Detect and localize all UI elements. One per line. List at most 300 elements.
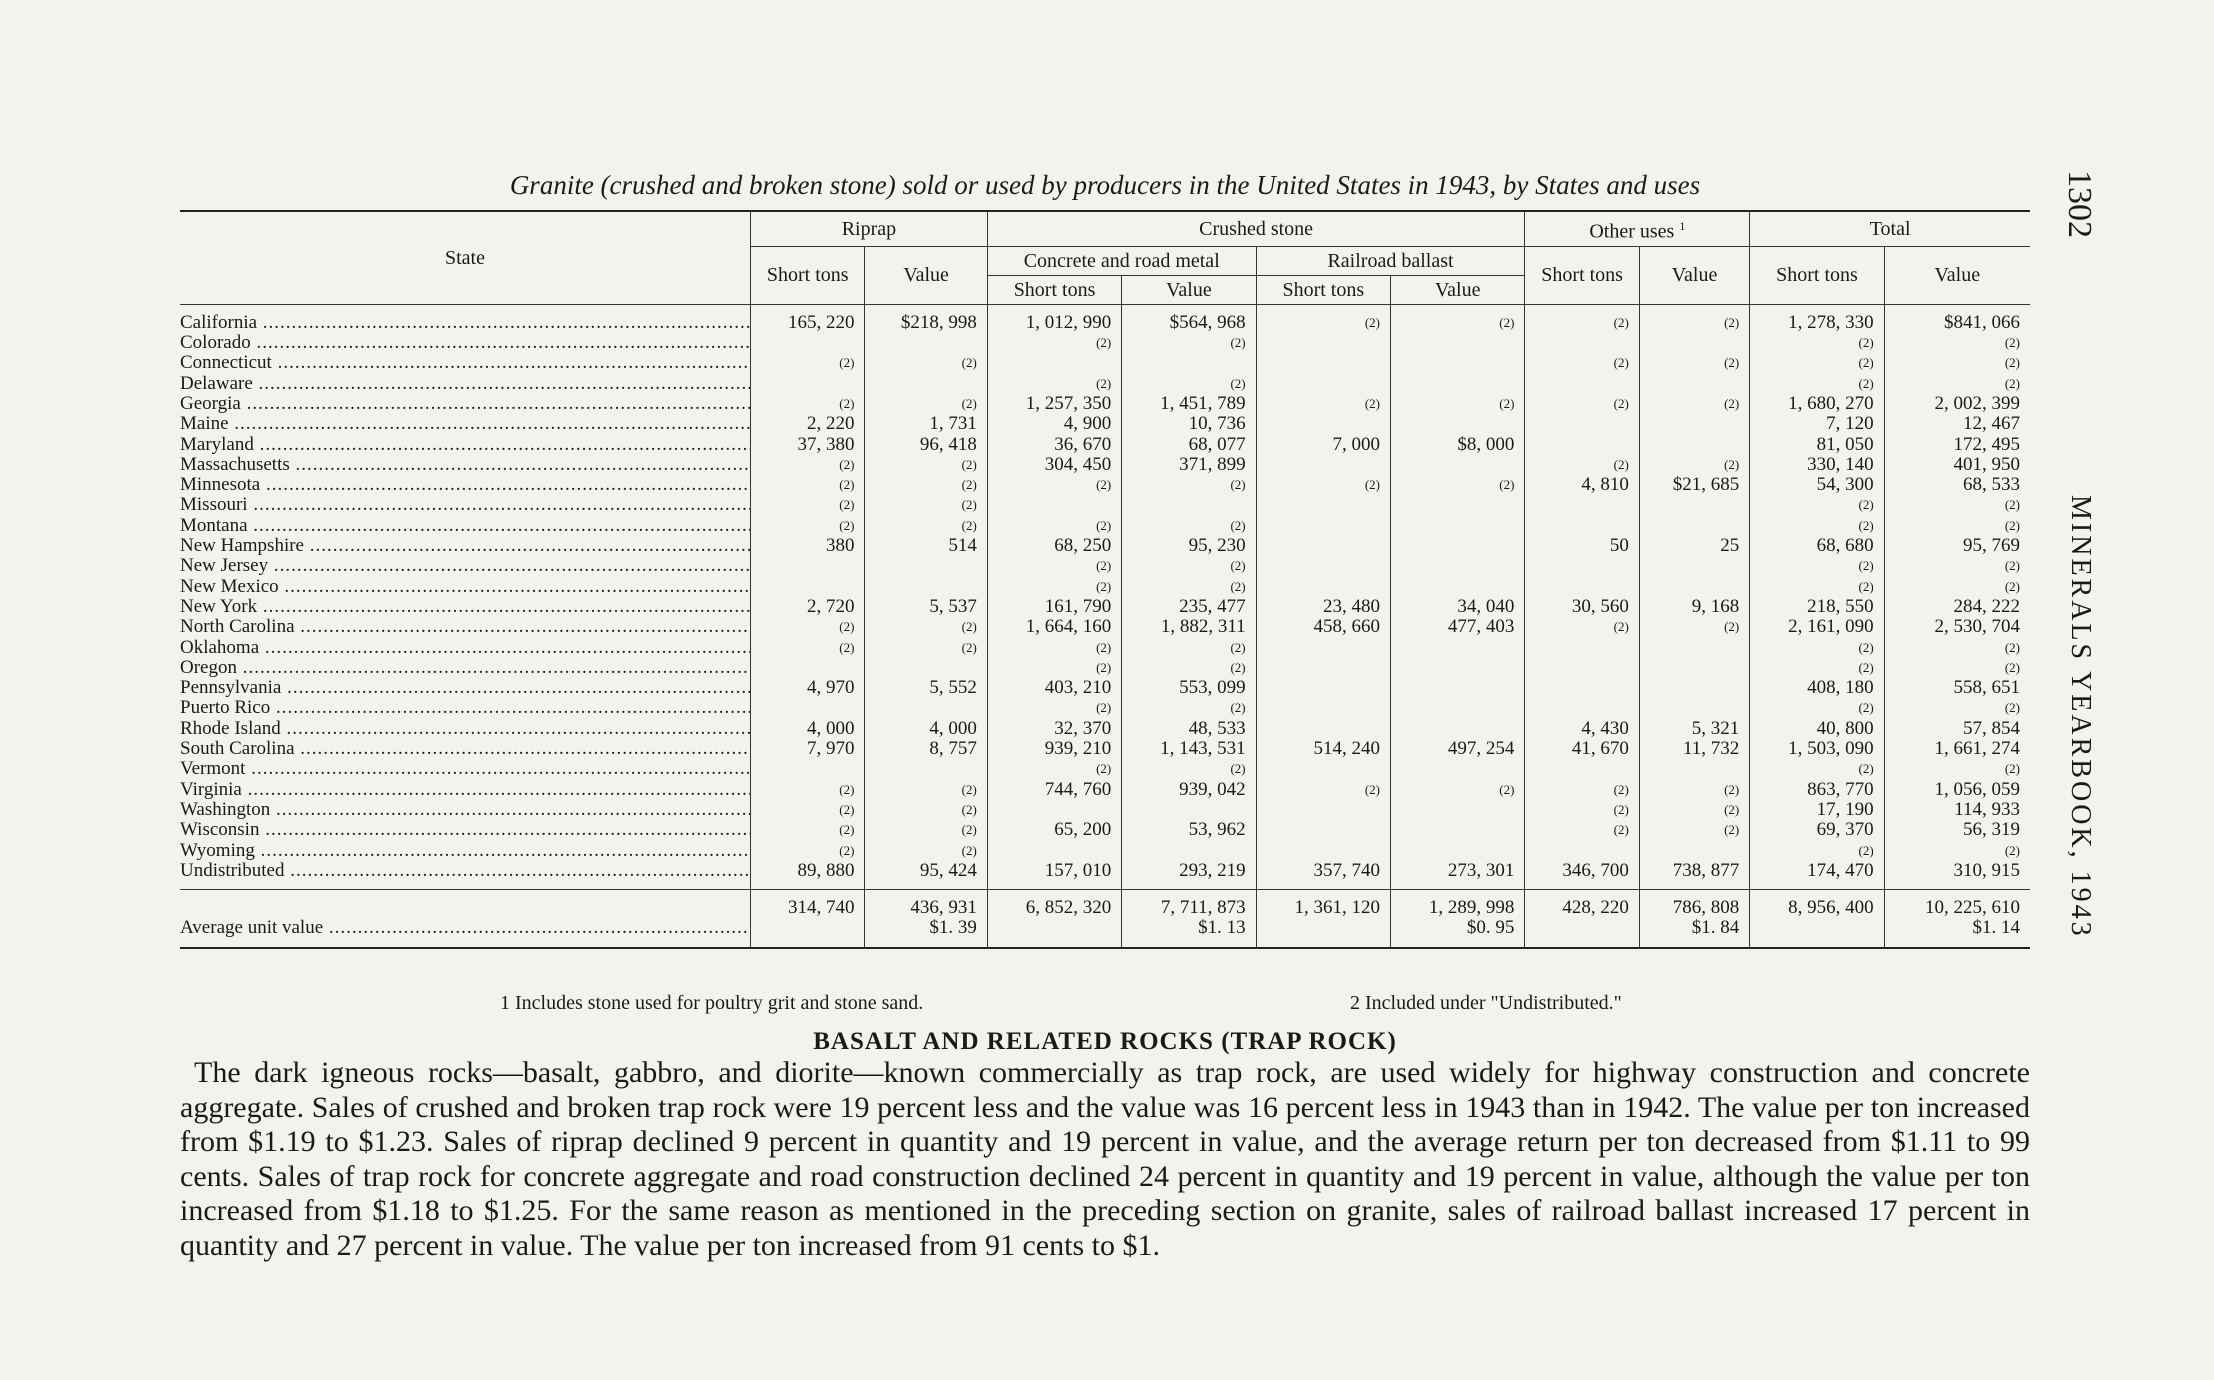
table-cell [1525, 698, 1639, 718]
table-row [180, 597, 2030, 617]
table-cell: 403, 210 [987, 678, 1121, 698]
table-cell: 4, 900 [987, 414, 1121, 434]
table-cell: 37, 380 [751, 434, 865, 454]
table-body [180, 304, 2030, 947]
table-cell: (2) [751, 820, 865, 840]
average-cell [1256, 918, 1390, 947]
table-cell: 218, 550 [1750, 597, 1884, 617]
table-cell: 293, 219 [1122, 861, 1256, 890]
table-cell: 284, 222 [1884, 597, 2030, 617]
header-short-tons: Short tons [1525, 246, 1639, 304]
table-row [180, 658, 2030, 678]
table-cell [1256, 455, 1390, 475]
footnote-2: 2 Included under "Undistributed." [1350, 992, 1622, 1014]
table-cell: 330, 140 [1750, 455, 1884, 475]
table-row [180, 475, 2030, 495]
table-row [180, 516, 2030, 536]
table-cell [1391, 800, 1525, 820]
table-cell: (2) [1884, 495, 2030, 515]
table-cell: 4, 000 [865, 719, 987, 739]
state-name: North Carolina ..... [180, 617, 751, 637]
footnote-1: 1 Includes stone used for poultry grit and stone sand. [500, 992, 924, 1014]
total-cell: 6, 852, 320 [987, 889, 1121, 918]
header-value: Value [1884, 246, 2030, 304]
table-cell [1391, 455, 1525, 475]
table-cell [1256, 719, 1390, 739]
table-cell [1391, 719, 1525, 739]
table-cell: 4, 810 [1525, 475, 1639, 495]
table-cell: 12, 467 [1884, 414, 2030, 434]
table-cell: (2) [1122, 698, 1256, 718]
header-short-tons: Short tons [1256, 275, 1390, 304]
table-row [180, 840, 2030, 860]
table-cell: 96, 418 [865, 434, 987, 454]
table-cell: (2) [1750, 495, 1884, 515]
header-short-tons: Short tons [987, 275, 1121, 304]
table-cell: (2) [865, 353, 987, 373]
header-value: Value [1122, 275, 1256, 304]
state-name: South Carolina ..... [180, 739, 751, 759]
table-row [180, 577, 2030, 597]
table-row [180, 495, 2030, 515]
table-cell [1639, 637, 1749, 657]
table-cell: 1, 257, 350 [987, 394, 1121, 414]
header-riprap: Riprap [751, 211, 988, 246]
table-cell [1639, 516, 1749, 536]
table-row [180, 414, 2030, 434]
table-cell [865, 333, 987, 353]
table-cell [1391, 820, 1525, 840]
state-name: Maryland ..... [180, 434, 751, 454]
total-cell: 314, 740 [751, 889, 865, 918]
table-cell: (2) [1639, 800, 1749, 820]
table-cell: (2) [751, 455, 865, 475]
table-row [180, 434, 2030, 454]
table-cell: 553, 099 [1122, 678, 1256, 698]
header-value: Value [1391, 275, 1525, 304]
table-cell: 17, 190 [1750, 800, 1884, 820]
table-cell: (2) [1256, 394, 1390, 414]
table-row [180, 455, 2030, 475]
table-cell: (2) [865, 779, 987, 799]
table-cell: (2) [865, 800, 987, 820]
table-cell: 5, 321 [1639, 719, 1749, 739]
state-name: Montana ..... [180, 516, 751, 536]
table-cell: $218, 998 [865, 304, 987, 333]
table-cell: 371, 899 [1122, 455, 1256, 475]
table-cell [1391, 698, 1525, 718]
state-name: New Jersey ..... [180, 556, 751, 576]
state-name: Wyoming ..... [180, 840, 751, 860]
table-cell [1639, 556, 1749, 576]
table-row [180, 394, 2030, 414]
table-cell [1639, 434, 1749, 454]
state-name: Maine ..... [180, 414, 751, 434]
table-cell: (2) [751, 800, 865, 820]
table-cell [1391, 333, 1525, 353]
table-cell: 1, 503, 090 [1750, 739, 1884, 759]
table-cell: 81, 050 [1750, 434, 1884, 454]
state-name: Connecticut ..... [180, 353, 751, 373]
table-row [180, 861, 2030, 890]
state-name: Wisconsin ..... [180, 820, 751, 840]
state-name: California ..... [180, 304, 751, 333]
table-cell [1391, 637, 1525, 657]
table-cell [751, 698, 865, 718]
table-cell: (2) [865, 637, 987, 657]
table-cell: 7, 970 [751, 739, 865, 759]
table-cell [1639, 495, 1749, 515]
table-cell: 10, 736 [1122, 414, 1256, 434]
table-cell: $8, 000 [1391, 434, 1525, 454]
table-cell: 41, 670 [1525, 739, 1639, 759]
table-cell: (2) [1122, 577, 1256, 597]
table-cell: (2) [1122, 658, 1256, 678]
table-row [180, 820, 2030, 840]
table-cell: (2) [1884, 577, 2030, 597]
table-cell [1256, 333, 1390, 353]
table-cell: 40, 800 [1750, 719, 1884, 739]
table-cell: (2) [1884, 840, 2030, 860]
table-cell: 357, 740 [1256, 861, 1390, 890]
table-cell: 50 [1525, 536, 1639, 556]
table-cell: 2, 161, 090 [1750, 617, 1884, 637]
table-cell: 1, 451, 789 [1122, 394, 1256, 414]
state-name: Puerto Rico ..... [180, 698, 751, 718]
state-name: Massachusetts ..... [180, 455, 751, 475]
table-cell: (2) [1750, 698, 1884, 718]
table-row [180, 617, 2030, 637]
table-cell: (2) [1525, 353, 1639, 373]
state-name: Washington ..... [180, 800, 751, 820]
table-cell: 2, 720 [751, 597, 865, 617]
header-railroad-ballast: Railroad ballast [1256, 246, 1525, 275]
average-label: Average unit value ..... [180, 918, 751, 947]
table-cell: 1, 056, 059 [1884, 779, 2030, 799]
state-name: New Mexico ..... [180, 577, 751, 597]
table-cell [1256, 698, 1390, 718]
table-cell [1122, 840, 1256, 860]
page-number: 1302 [2061, 170, 2098, 238]
table-cell: (2) [1391, 779, 1525, 799]
table-cell [1391, 840, 1525, 860]
table-cell: 172, 495 [1884, 434, 2030, 454]
average-cell [751, 918, 865, 947]
table-cell: 939, 042 [1122, 779, 1256, 799]
header-other-uses: Other uses $^1$ [1525, 211, 1750, 246]
average-cell: $0. 95 [1391, 918, 1525, 947]
table-cell: (2) [751, 779, 865, 799]
total-cell: 1, 289, 998 [1391, 889, 1525, 918]
table-cell [865, 698, 987, 718]
table-cell: (2) [987, 577, 1121, 597]
table-row [180, 353, 2030, 373]
table-row [180, 333, 2030, 353]
table-cell: (2) [865, 394, 987, 414]
table-cell [1639, 333, 1749, 353]
table-cell [865, 577, 987, 597]
state-name: Colorado ..... [180, 333, 751, 353]
table-cell: (2) [865, 495, 987, 515]
table-cell [865, 658, 987, 678]
table-cell [1639, 414, 1749, 434]
table-cell: (2) [751, 617, 865, 637]
header-crushed-stone: Crushed stone [987, 211, 1525, 246]
table-cell: (2) [1750, 556, 1884, 576]
total-cell: 8, 956, 400 [1750, 889, 1884, 918]
table-cell [1391, 374, 1525, 394]
table-cell: 235, 477 [1122, 597, 1256, 617]
table-cell: (2) [1639, 394, 1749, 414]
table-cell [1525, 658, 1639, 678]
table-cell [1391, 678, 1525, 698]
table-cell [1256, 759, 1390, 779]
table-cell: 56, 319 [1884, 820, 2030, 840]
table-cell: 380 [751, 536, 865, 556]
table-cell [1122, 800, 1256, 820]
table-cell [1256, 353, 1390, 373]
table-cell: 95, 769 [1884, 536, 2030, 556]
table-cell [987, 840, 1121, 860]
header-total: Total [1750, 211, 2030, 246]
table-cell: 32, 370 [987, 719, 1121, 739]
table-cell: (2) [1750, 637, 1884, 657]
state-name: Undistributed ..... [180, 861, 751, 890]
table-cell [1391, 759, 1525, 779]
table-cell: 401, 950 [1884, 455, 2030, 475]
table-cell: (2) [1750, 840, 1884, 860]
table-cell: (2) [1639, 353, 1749, 373]
table-cell: (2) [751, 475, 865, 495]
table-cell: 477, 403 [1391, 617, 1525, 637]
table-cell [1391, 516, 1525, 536]
table-cell: 114, 933 [1884, 800, 2030, 820]
table-cell: 48, 533 [1122, 719, 1256, 739]
table-cell [751, 374, 865, 394]
table-cell [1525, 840, 1639, 860]
average-cell [1750, 918, 1884, 947]
table-cell [1525, 333, 1639, 353]
table-cell: 69, 370 [1750, 820, 1884, 840]
table-cell [1639, 698, 1749, 718]
table-cell: 1, 278, 330 [1750, 304, 1884, 333]
state-name: New Hampshire ..... [180, 536, 751, 556]
table-cell [751, 556, 865, 576]
table-cell: (2) [1750, 516, 1884, 536]
state-name: Minnesota ..... [180, 475, 751, 495]
table-cell: 273, 301 [1391, 861, 1525, 890]
table-cell: 68, 250 [987, 536, 1121, 556]
table-cell: 89, 880 [751, 861, 865, 890]
table-cell: (2) [751, 637, 865, 657]
table-cell [1391, 536, 1525, 556]
table-cell: (2) [1884, 556, 2030, 576]
table-cell: 65, 200 [987, 820, 1121, 840]
total-cell: 436, 931 [865, 889, 987, 918]
state-name: Pennsylvania ..... [180, 678, 751, 698]
table-cell: 5, 537 [865, 597, 987, 617]
table-cell: (2) [865, 516, 987, 536]
average-row [180, 918, 2030, 947]
table-cell: (2) [1750, 353, 1884, 373]
table-cell: (2) [1884, 658, 2030, 678]
table-cell: (2) [1639, 304, 1749, 333]
table-cell: (2) [1122, 374, 1256, 394]
table-row [180, 739, 2030, 759]
table-cell: 95, 424 [865, 861, 987, 890]
table-cell: (2) [1391, 304, 1525, 333]
table-cell [1639, 577, 1749, 597]
table-cell: (2) [987, 658, 1121, 678]
table-cell: (2) [751, 495, 865, 515]
table-cell: (2) [1122, 637, 1256, 657]
average-cell: $1. 84 [1639, 918, 1749, 947]
table-cell [1391, 556, 1525, 576]
table-cell: 744, 760 [987, 779, 1121, 799]
table-cell: (2) [987, 374, 1121, 394]
table-cell: (2) [1884, 374, 2030, 394]
table-cell: 514 [865, 536, 987, 556]
table-cell: (2) [1639, 820, 1749, 840]
body-paragraph: The dark igneous rocks—basalt, gabbro, and diorite—known commercially as trap rock, are used widely for highway construction and concrete aggregate. Sales of crushed and broken trap rock were 19 percent less and the value was 16 percent less in 1943 than in 1942. The value per ton increased from $1.19 to $1.23. Sales of riprap declined 9 percent in quantity and 19 percent in value, and the average return per ton decreased from $1.11 to 99 cents. Sales of trap rock for concrete aggregate and road construction declined 24 percent in quantity and 19 percent in value, although the value per ton increased from $1.18 to $1.25. For the same reason as mentioned in the preceding section on granite, sales of railroad ballast increased 17 percent in quantity and 27 percent in value. The value per ton increased from 91 cents to $1. [180, 1056, 2030, 1262]
totals-row [180, 889, 2030, 918]
table-row [180, 536, 2030, 556]
state-name: Missouri ..... [180, 495, 751, 515]
table-cell [1256, 536, 1390, 556]
table-cell: 408, 180 [1750, 678, 1884, 698]
table-cell [1256, 414, 1390, 434]
table-cell [865, 556, 987, 576]
table-cell: 346, 700 [1525, 861, 1639, 890]
table-cell: (2) [865, 475, 987, 495]
table-cell: (2) [987, 516, 1121, 536]
table-cell: (2) [751, 353, 865, 373]
state-name: Georgia ..... [180, 394, 751, 414]
state-name: Virginia ..... [180, 779, 751, 799]
table-cell: (2) [1122, 759, 1256, 779]
table-cell: 1, 664, 160 [987, 617, 1121, 637]
table-cell [1525, 759, 1639, 779]
table-cell: (2) [1639, 455, 1749, 475]
table-cell [1256, 840, 1390, 860]
table-row [180, 304, 2030, 333]
table-cell: (2) [987, 556, 1121, 576]
table-cell: (2) [1884, 516, 2030, 536]
table-cell: 23, 480 [1256, 597, 1390, 617]
table-cell [1525, 516, 1639, 536]
table-cell [865, 759, 987, 779]
table-cell: (2) [1884, 698, 2030, 718]
table-title: Granite (crushed and broken stone) sold or used by producers in the United States in 1943, by States and uses [509, 170, 1701, 200]
table-cell: 939, 210 [987, 739, 1121, 759]
average-cell: $1. 39 [865, 918, 987, 947]
table-cell [865, 374, 987, 394]
table-cell: $21, 685 [1639, 475, 1749, 495]
table-cell: 7, 000 [1256, 434, 1390, 454]
table-cell: 1, 680, 270 [1750, 394, 1884, 414]
table-cell: 1, 882, 311 [1122, 617, 1256, 637]
table-cell: 8, 757 [865, 739, 987, 759]
footnote-marker: 1 [1679, 219, 1686, 233]
table-cell [1256, 577, 1390, 597]
table-cell: (2) [1884, 759, 2030, 779]
table-cell [1391, 658, 1525, 678]
table-cell: (2) [1122, 516, 1256, 536]
table-cell [1639, 759, 1749, 779]
table-cell: (2) [1391, 475, 1525, 495]
average-cell [987, 918, 1121, 947]
granite-table [180, 210, 2030, 949]
table-cell [987, 495, 1121, 515]
table-cell: 57, 854 [1884, 719, 2030, 739]
table-cell: 4, 430 [1525, 719, 1639, 739]
total-cell: 10, 225, 610 [1884, 889, 2030, 918]
state-name: Delaware ..... [180, 374, 751, 394]
table-row [180, 759, 2030, 779]
table-cell: 30, 560 [1525, 597, 1639, 617]
state-name: Oregon ..... [180, 658, 751, 678]
table-cell [1122, 353, 1256, 373]
table-cell [1525, 495, 1639, 515]
table-cell: (2) [1525, 394, 1639, 414]
table-cell: (2) [1639, 779, 1749, 799]
table-cell: (2) [1391, 394, 1525, 414]
state-name: Oklahoma ..... [180, 637, 751, 657]
table-cell [1639, 374, 1749, 394]
table-cell [1525, 678, 1639, 698]
table-cell: (2) [987, 475, 1121, 495]
header-value: Value [1639, 246, 1749, 304]
table-cell: 1, 143, 531 [1122, 739, 1256, 759]
table-cell: 4, 970 [751, 678, 865, 698]
table-cell: 95, 230 [1122, 536, 1256, 556]
table-cell [1391, 577, 1525, 597]
table-cell [1639, 678, 1749, 698]
table-cell: 68, 533 [1884, 475, 2030, 495]
table-cell: (2) [1256, 475, 1390, 495]
table-cell: (2) [1639, 617, 1749, 637]
table-cell [1256, 637, 1390, 657]
table-cell: 25 [1639, 536, 1749, 556]
table-cell: (2) [987, 637, 1121, 657]
table-cell: (2) [865, 455, 987, 475]
table-cell: (2) [1884, 637, 2030, 657]
table-cell [1391, 353, 1525, 373]
table-cell: (2) [1750, 759, 1884, 779]
table-row [180, 800, 2030, 820]
table-cell [1256, 374, 1390, 394]
header-state: State [180, 211, 751, 304]
table-cell: (2) [751, 840, 865, 860]
table-cell: 4, 000 [751, 719, 865, 739]
table-cell: 34, 040 [1391, 597, 1525, 617]
table-cell: 54, 300 [1750, 475, 1884, 495]
section-heading: BASALT AND RELATED ROCKS (TRAP ROCK) [813, 1028, 1397, 1055]
table-row [180, 719, 2030, 739]
table-cell: (2) [987, 698, 1121, 718]
table-cell: 2, 530, 704 [1884, 617, 2030, 637]
totals-label [180, 889, 751, 918]
table-cell [1525, 637, 1639, 657]
table-cell: 304, 450 [987, 455, 1121, 475]
table-cell [1525, 577, 1639, 597]
table-cell: (2) [987, 333, 1121, 353]
table-cell: (2) [751, 394, 865, 414]
header-short-tons: Short tons [751, 246, 865, 304]
table-cell: (2) [1122, 556, 1256, 576]
table-cell: 5, 552 [865, 678, 987, 698]
table-cell: 738, 877 [1639, 861, 1749, 890]
